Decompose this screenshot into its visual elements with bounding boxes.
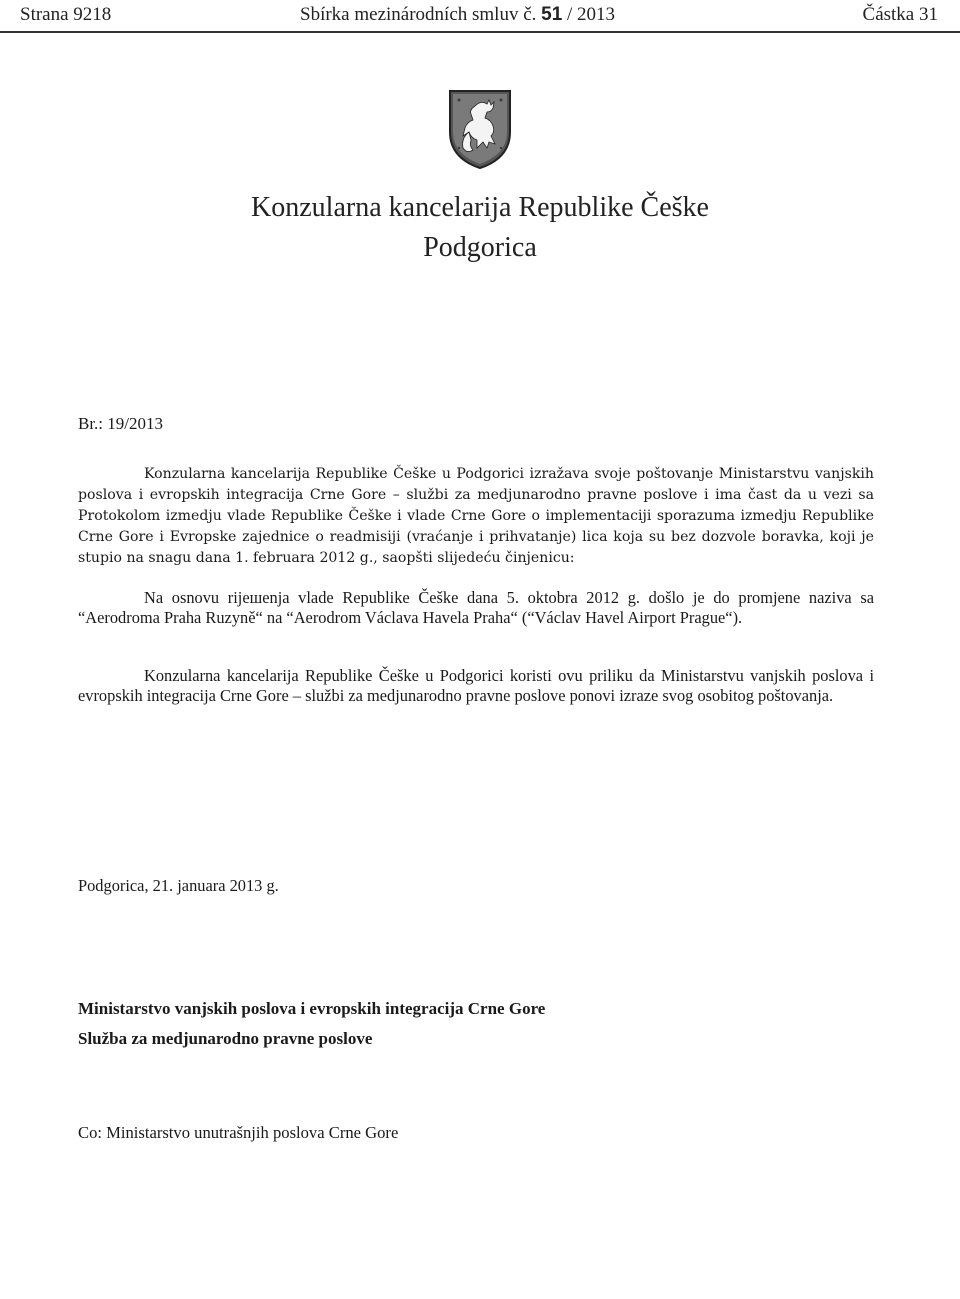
office-title: Konzularna kancelarija Republike Češke [251,192,709,223]
header-divider [0,31,960,33]
page-number: Strana 9218 [20,4,112,25]
collection-prefix: Sbírka mezinárodních smluv č. [300,4,537,25]
paragraph-closing: Konzularna kancelarija Republike Češke u Podgorici koristi ovu priliku da Ministarstvu vanjskih poslova i evropskih integracija Crne Gore – službi za medjunarodno pravne poslove ponovi izraze svog osobitog poštovanja. [78,666,874,705]
page-header [0,0,960,32]
recipient-ministry: Ministarstvo vanjskih poslova i evropskih integracija Crne Gore [78,999,546,1018]
reference-number: Br.: 19/2013 [78,414,164,433]
paragraph-introduction: Konzularna kancelarija Republike Češke u Podgorici izražava svoje poštovanje Ministarstvu vanjskih poslova i evropskih integracija Crne Gore – službi za medjunarodno pravne poslove i ima čast da u vezi sa Protokolom izmedju vlade Republike Češke i vlade Crne Gore o implementaciji sporazuma izmedju Republike Crne Gore i Evropske zajednice o readmisiji (vraćanje i prihvatanje) lica koja su bez dozvole boravka, koji je stupio na snagu dana 1. februara 2012 g., saopšti slijedeću činjenicu: [78,466,874,566]
paragraph-notice: Na osnovu rijешenja vlade Republike Češke dana 5. oktobra 2012 g. došlo je do promjene naziva sa “Aerodroma Praha Ruzyně“ na “Aerodrom Václava Havela Praha“ (“Václav Havel Airport Prague“). [78,588,874,627]
part-number: Částka 31 [862,4,938,25]
recipient-service: Služba za medjunarodno pravne poslove [78,1029,373,1048]
collection-year: / 2013 [567,4,616,25]
office-city: Podgorica [423,232,537,263]
place-and-date: Podgorica, 21. januara 2013 g. [78,876,279,895]
copy-to: Co: Ministarstvo unutrašnjih poslova Crne Gore [78,1123,399,1142]
collection-number: 51 [541,4,563,25]
czech-lion-coat-of-arms-icon [447,88,513,170]
collection-title [300,4,615,26]
